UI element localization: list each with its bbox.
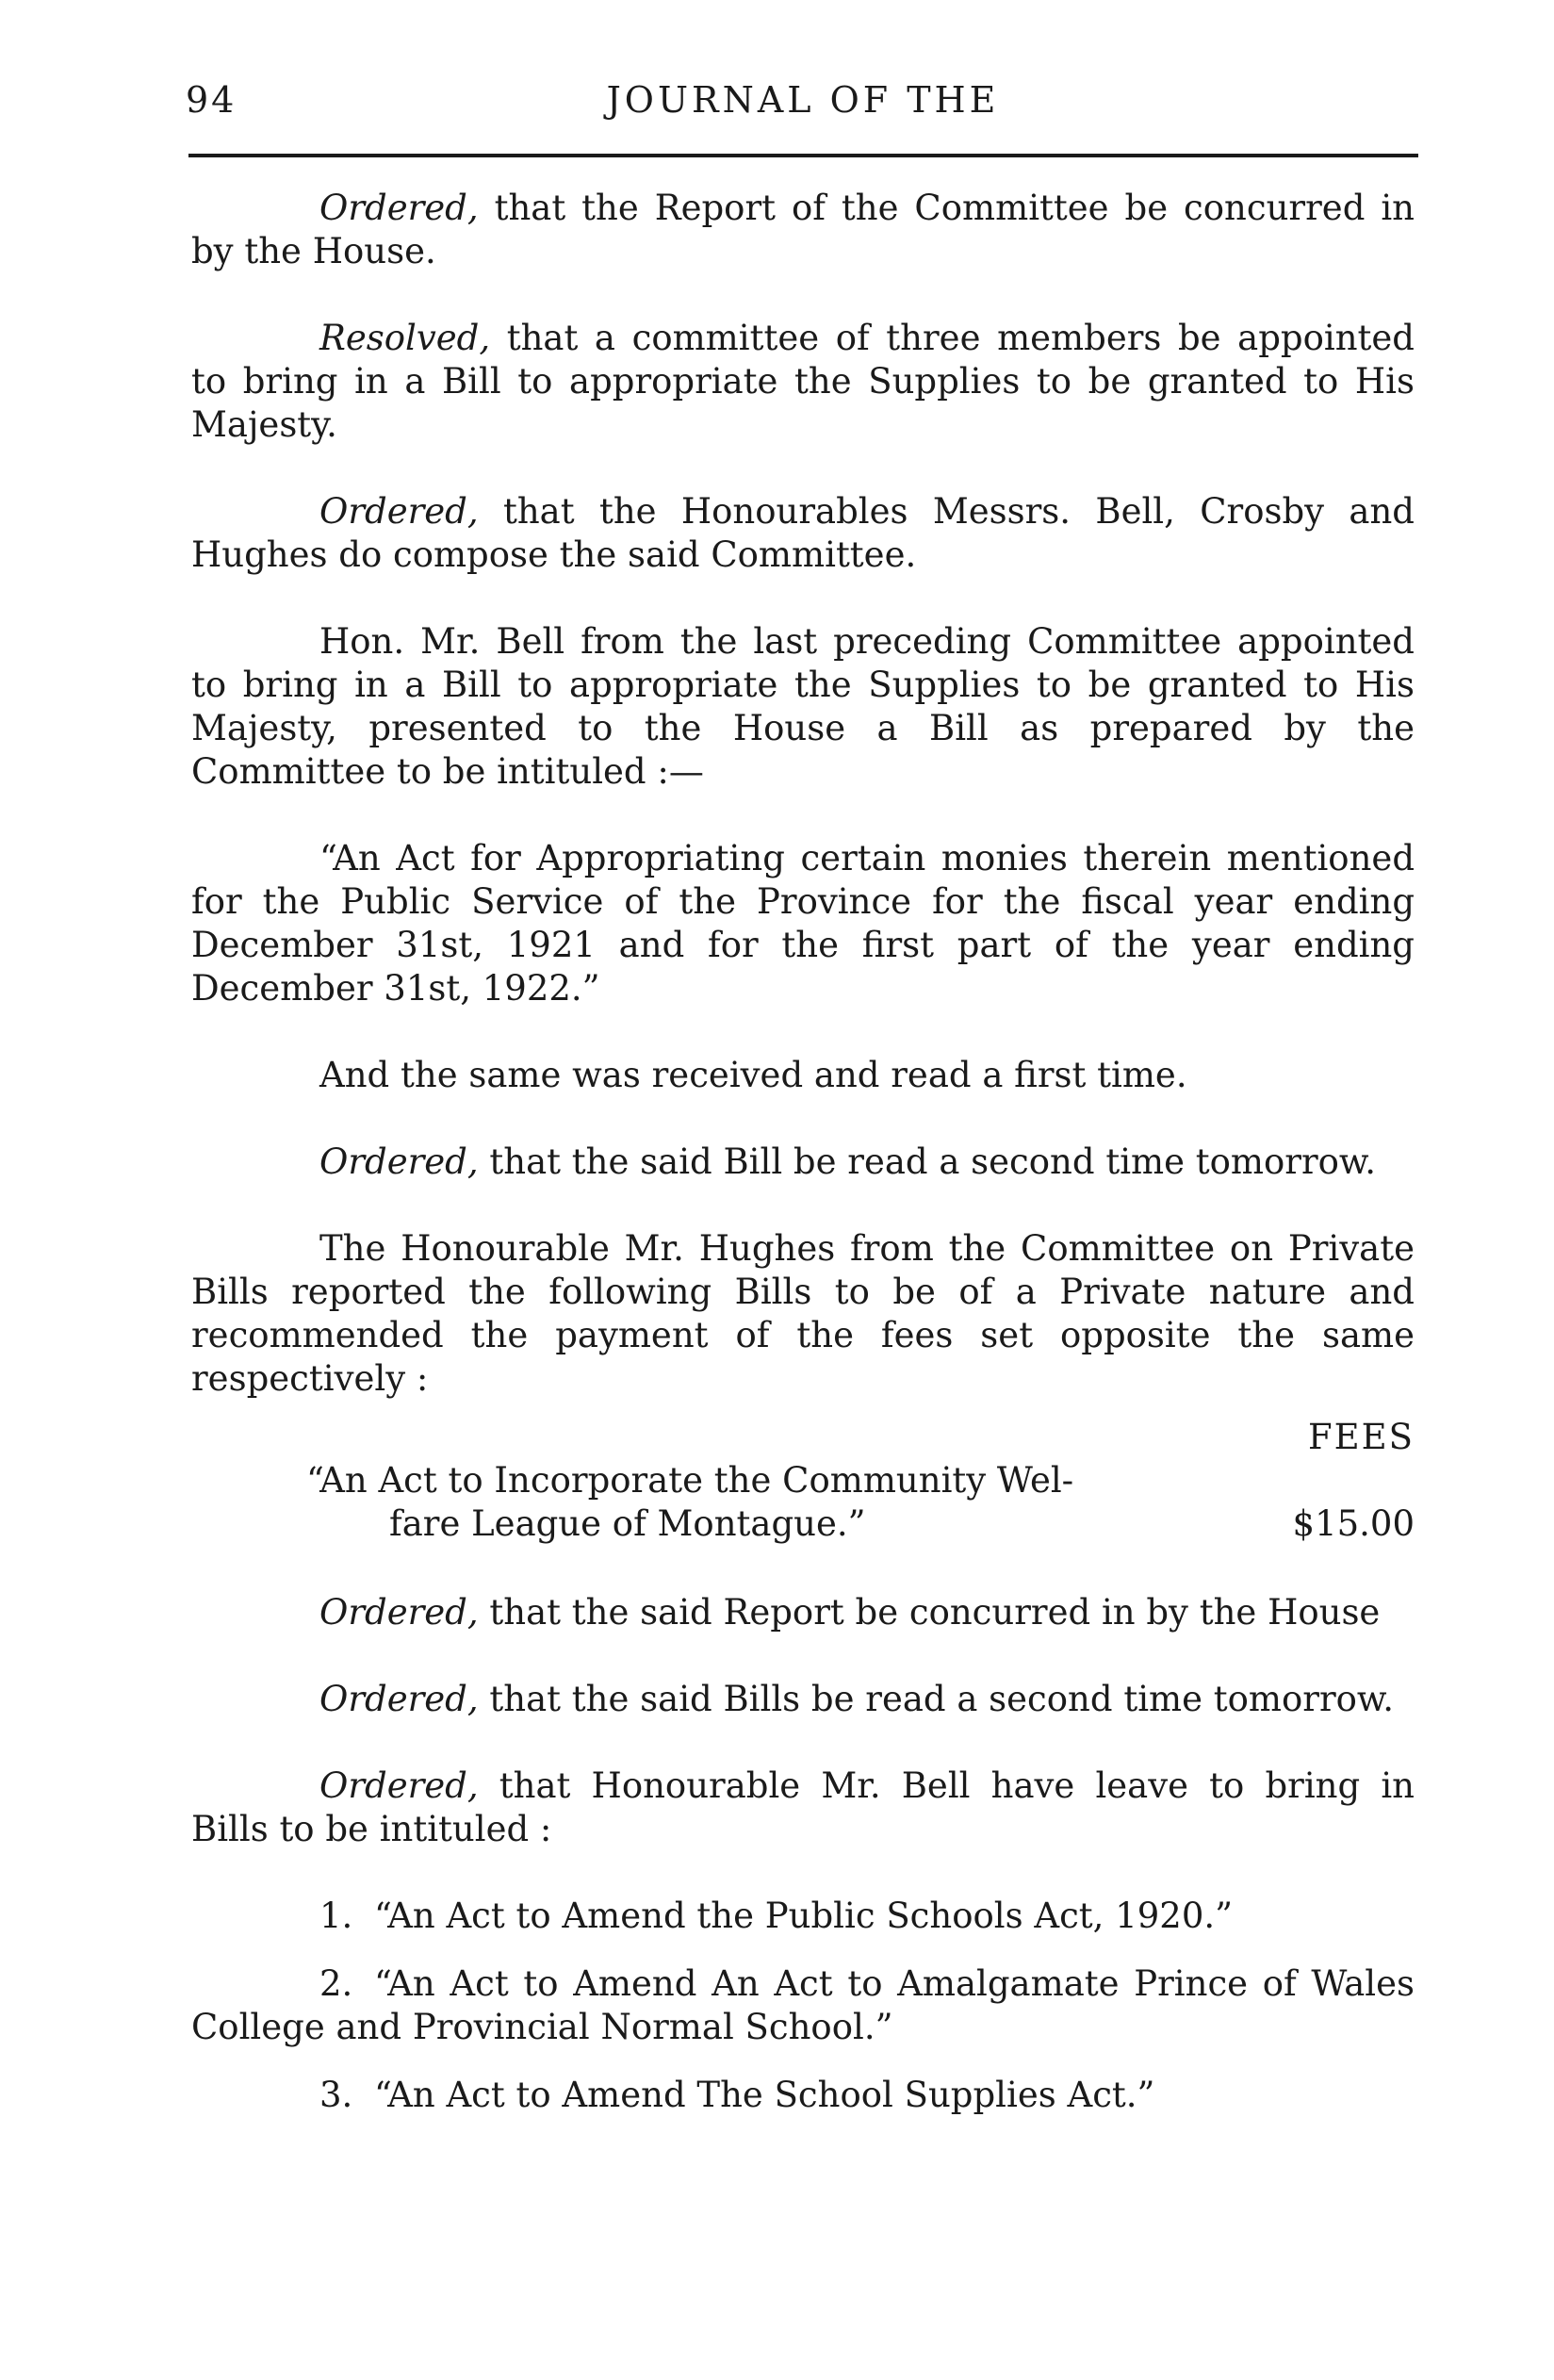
paragraph-first-reading: [191, 1054, 1415, 1097]
paragraph-text: “An Act for Appropriating certain monies therein mentioned for the Public Service of the Province for the fiscal year ending December 31st, 1921 and for the first part of the year ending December 31st, 1922.”: [191, 838, 1415, 1009]
paragraph-text: that a committee of three members be appointed to bring in a Bill to appropriate the Supplies to be granted to His Majesty.: [191, 318, 1415, 445]
list-item-text: “An Act to Amend the Public Schools Act, 1920.”: [374, 1896, 1234, 1936]
paragraph-text: And the same was received and read a first time.: [319, 1055, 1187, 1095]
list-item: [191, 2074, 1415, 2117]
journal-body: [191, 187, 1415, 2142]
list-item-number: 1.: [319, 1896, 353, 1936]
paragraph-lead: Ordered,: [319, 1765, 479, 1806]
fees-table: [191, 1416, 1415, 1548]
paragraph-ordered-concur-report: [191, 187, 1415, 273]
paragraph-bell-presented-bill: [191, 620, 1415, 794]
paragraph-second-reading-order: [191, 1141, 1415, 1184]
paragraph-lead: Ordered,: [319, 1592, 479, 1633]
running-head: JOURNAL OF THE: [606, 79, 1000, 121]
paragraph-text: that Honourable Mr. Bell have leave to bring in Bills to be intituled :: [191, 1765, 1415, 1849]
list-item-number: 2.: [319, 1963, 353, 2004]
paragraph-text: Hon. Mr. Bell from the last preceding Committee appointed to bring in a Bill to appropriate the Supplies to be granted to His Majesty, presented to the House a Bill as prepared by the Committee to be intituled :—: [191, 621, 1415, 792]
list-item-number: 3.: [319, 2075, 353, 2115]
paragraph-lead: Ordered,: [319, 1679, 479, 1719]
fee-bill-title-line-2: fare League of Montague.”: [389, 1503, 866, 1544]
paragraph-ordered-report-concurred: [191, 1591, 1415, 1634]
paragraph-lead: Ordered,: [319, 1141, 479, 1182]
fees-heading: FEES: [1307, 1417, 1415, 1457]
paragraph-lead: Ordered,: [319, 491, 479, 532]
paragraph-lead: Resolved,: [319, 318, 491, 358]
list-item: [191, 1962, 1415, 2049]
paragraph-text: that the Honourables Messrs. Bell, Crosby and Hughes do compose the said Committee.: [191, 491, 1415, 575]
paragraph-ordered-leave-bills: [191, 1764, 1415, 1851]
paragraph-resolved-committee: [191, 317, 1415, 447]
bill-list: [191, 1895, 1415, 2117]
fee-bill-title-line-1: “An Act to Incorporate the Community Wel-: [306, 1460, 1074, 1501]
paragraph-appropriation-act-title: [191, 837, 1415, 1010]
paragraph-text: that the said Bills be read a second time tomorrow.: [478, 1679, 1394, 1719]
paragraph-text: that the Report of the Committee be concurred in by the House.: [191, 188, 1415, 271]
list-item-text: “An Act to Amend An Act to Amalgamate Prince of Wales College and Provincial Normal School.”: [191, 1963, 1415, 2047]
list-item: [191, 1895, 1415, 1938]
paragraph-text: that the said Bill be read a second time tomorrow.: [478, 1141, 1376, 1182]
paragraph-lead: Ordered,: [319, 188, 479, 228]
paragraph-private-bills-report: [191, 1227, 1415, 1401]
header-rule: [188, 154, 1418, 157]
fee-amount: $15.00: [1292, 1503, 1415, 1544]
paragraph-ordered-committee-members: [191, 490, 1415, 577]
page-number: 94: [186, 79, 237, 121]
page-header: [186, 79, 1420, 136]
paragraph-text: The Honourable Mr. Hughes from the Committee on Private Bills reported the following Bills to be of a Private nature and recommended the payment of the fees set opposite the same respectively :: [191, 1228, 1415, 1399]
list-item-text: “An Act to Amend The School Supplies Act.”: [374, 2075, 1155, 2115]
paragraph-text: that the said Report be concurred in by the House: [478, 1592, 1381, 1633]
paragraph-ordered-bills-second-reading: [191, 1678, 1415, 1721]
